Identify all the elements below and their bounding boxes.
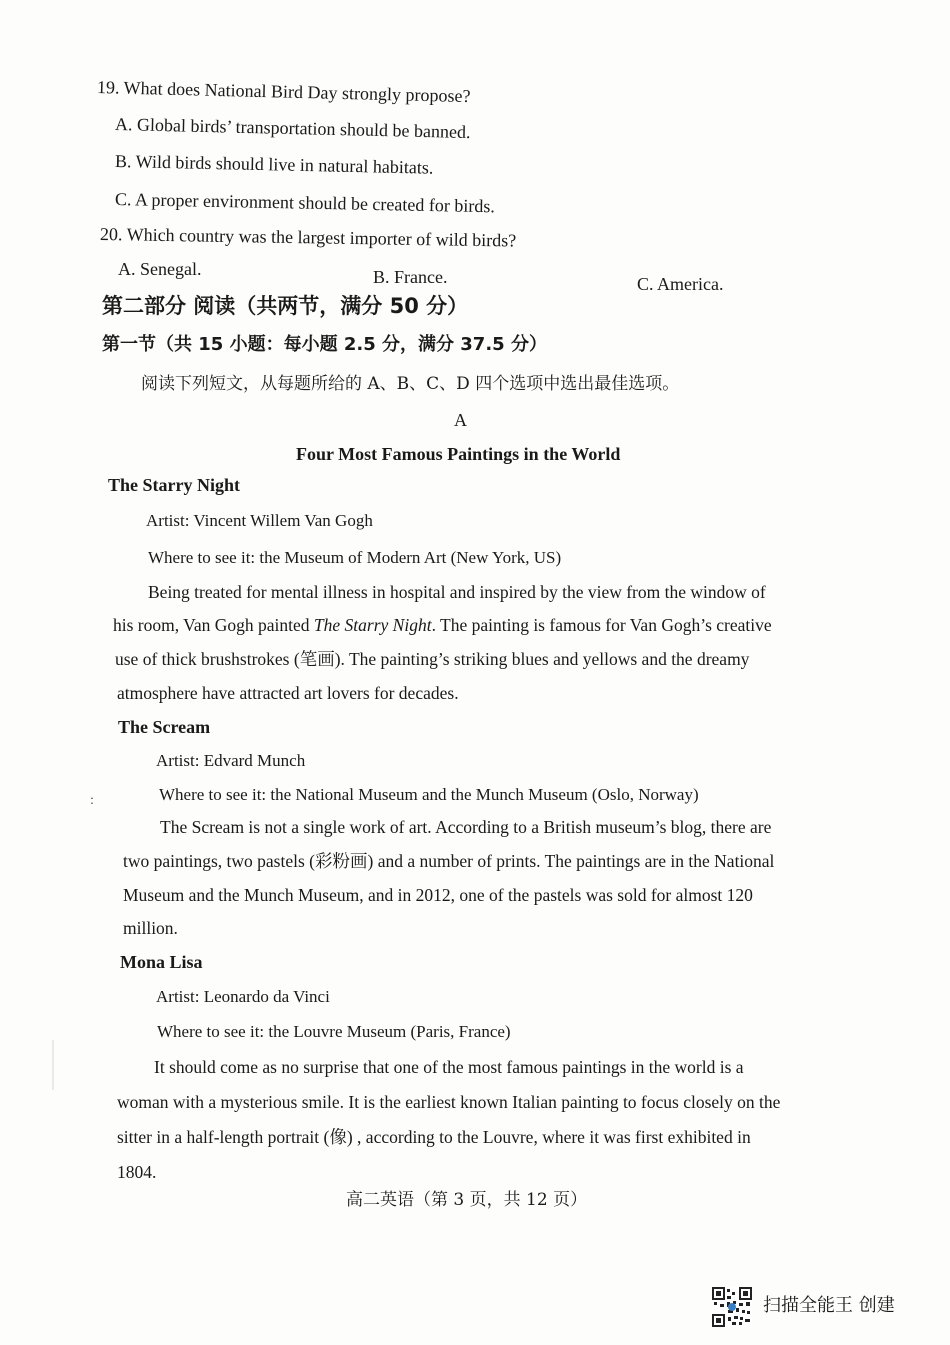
mona-lisa-artist: Artist: Leonardo da Vinci <box>156 987 330 1006</box>
text-run: his room, Van Gogh painted <box>113 615 314 635</box>
question-20-option-b: B. France. <box>373 267 448 287</box>
starry-night-location: Where to see it: the Museum of Modern Art (New York, US) <box>148 548 562 567</box>
mona-lisa-text-line: sitter in a half-length portrait (像) , according to the Louvre, where it was first exhibited in <box>117 1127 751 1147</box>
passage-title: Four Most Famous Paintings in the World <box>296 444 621 464</box>
question-20-option-a: A. Senegal. <box>118 259 202 279</box>
scream-artist: Artist: Edvard Munch <box>156 751 306 770</box>
margin-mark: : <box>90 793 94 808</box>
starry-night-heading: The Starry Night <box>108 475 240 495</box>
section-one-heading: 第一节（共 15 小题：每小题 2.5 分，满分 37.5 分） <box>102 334 547 355</box>
qr-code-icon <box>712 1287 752 1327</box>
scream-text-line: Museum and the Munch Museum, and in 2012, one of the pastels was sold for almost 120 <box>123 885 753 905</box>
question-19-option-a: A. Global birds’ transportation should be banned. <box>114 114 471 143</box>
mona-lisa-location: Where to see it: the Louvre Museum (Paris, France) <box>157 1022 511 1041</box>
mona-lisa-text-line: 1804. <box>117 1162 157 1182</box>
painting-title-italic: The Starry Night <box>313 615 432 635</box>
passage-letter: A <box>454 410 467 430</box>
scream-text-line: The Scream is not a single work of art. According to a British museum’s blog, there are <box>160 817 772 837</box>
question-19-option-b: B. Wild birds should live in natural habitats. <box>114 151 434 178</box>
mona-lisa-heading: Mona Lisa <box>120 952 203 972</box>
starry-night-text-line: atmosphere have attracted art lovers for decades. <box>117 683 459 703</box>
question-20-stem: 20. Which country was the largest importer of wild birds? <box>99 224 517 251</box>
starry-night-text-line: Being treated for mental illness in hospital and inspired by the view from the window of <box>148 582 766 602</box>
starry-night-artist: Artist: Vincent Willem Van Gogh <box>146 511 373 530</box>
question-19-option-c: C. A proper environment should be created for birds. <box>114 189 496 217</box>
question-20-option-c: C. America. <box>637 274 724 294</box>
text-run: . The painting is famous for Van Gogh’s creative <box>431 615 772 635</box>
starry-night-text-line: use of thick brushstrokes (笔画). The painting’s striking blues and yellows and the dreamy <box>115 649 750 669</box>
reading-instructions: 阅读下列短文，从每题所给的 A、B、C、D 四个选项中选出最佳选项。 <box>141 374 680 394</box>
mona-lisa-text-line: woman with a mysterious smile. It is the earliest known Italian painting to focus closely on the <box>117 1092 781 1112</box>
part-two-heading: 第二部分 阅读（共两节，满分 50 分） <box>102 294 469 318</box>
starry-night-text-line <box>113 614 772 636</box>
scream-text-line: two paintings, two pastels (彩粉画) and a number of prints. The paintings are in the National <box>123 851 775 871</box>
scream-location: Where to see it: the National Museum and the Munch Museum (Oslo, Norway) <box>159 785 699 804</box>
scan-edge-shadow <box>52 1040 54 1090</box>
scream-text-line: million. <box>123 918 178 938</box>
scream-heading: The Scream <box>118 717 211 737</box>
scanner-watermark: 扫描全能王 创建 <box>763 1295 895 1316</box>
mona-lisa-text-line: It should come as no surprise that one of the most famous paintings in the world is a <box>154 1057 744 1077</box>
page-footer: 高二英语（第 3 页，共 12 页） <box>346 1190 588 1210</box>
question-19-stem: 19. What does National Bird Day strongly propose? <box>96 77 471 107</box>
